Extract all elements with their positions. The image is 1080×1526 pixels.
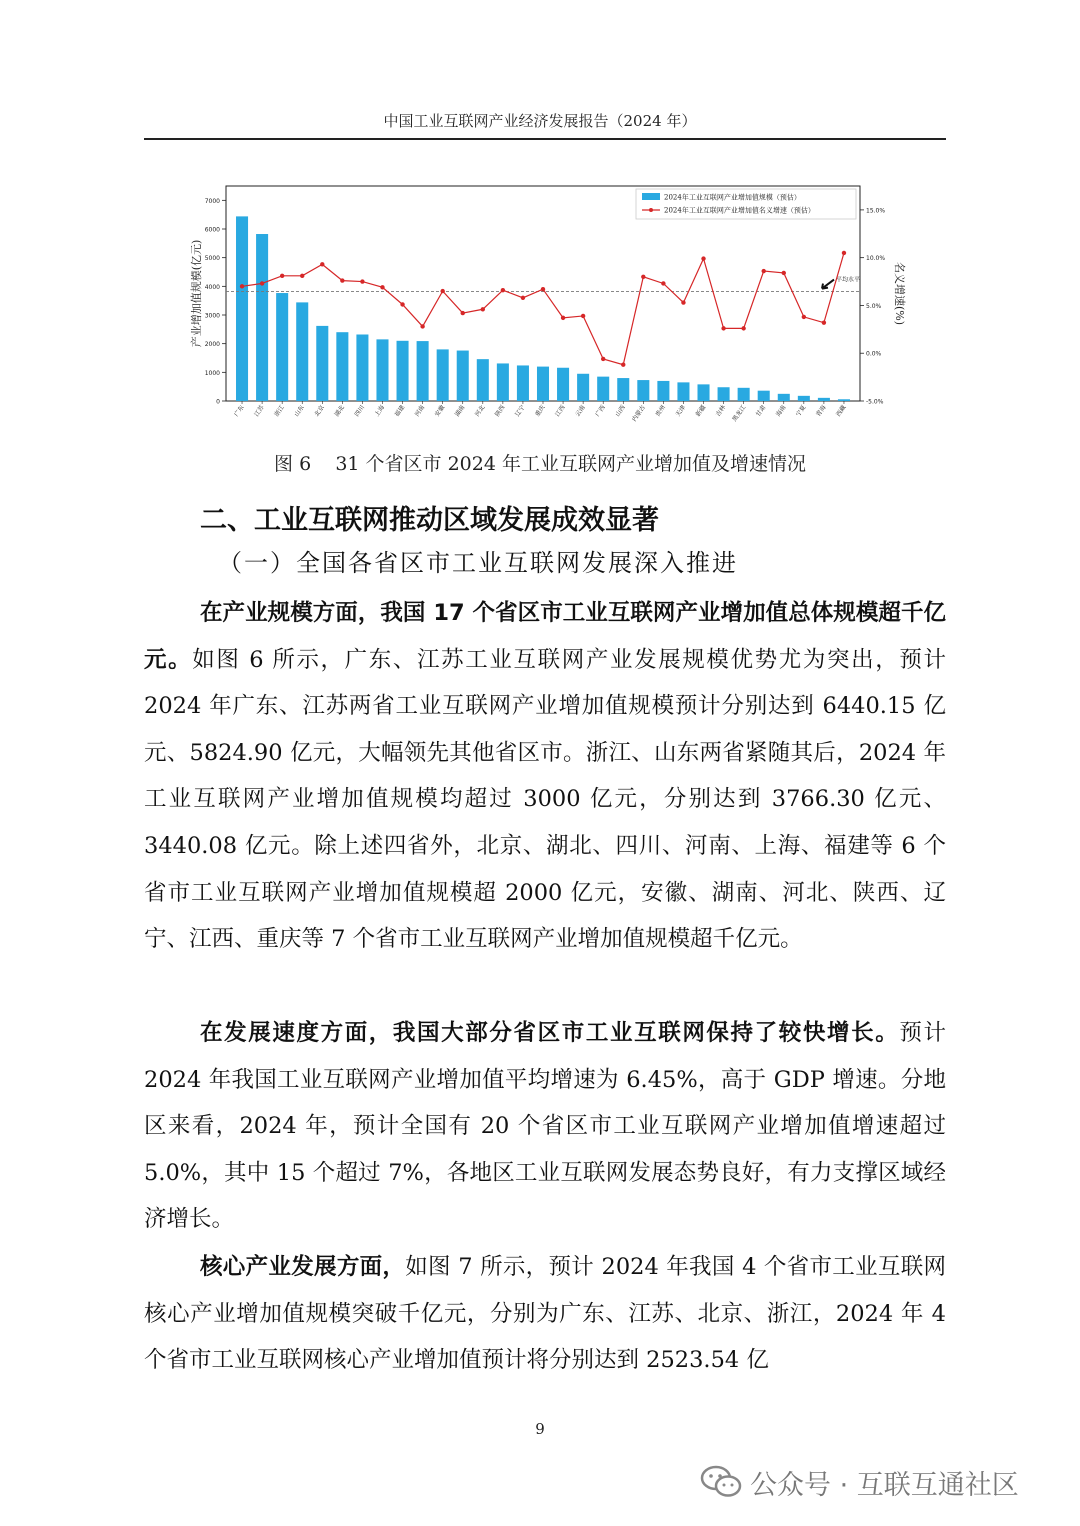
paragraph-scale <box>144 590 946 963</box>
x-tick-label: 福建 <box>393 404 407 418</box>
growth-point-云南 <box>581 314 585 318</box>
left-tick-label: 1000 <box>204 369 220 377</box>
header-divider <box>144 138 946 140</box>
legend-bar-label: 2024年工业互联网产业增加值规模（预估） <box>664 193 801 202</box>
x-tick-label: 西藏 <box>834 404 848 418</box>
bar-西藏 <box>838 399 850 401</box>
bar-天津 <box>677 382 689 401</box>
bar-河南 <box>417 341 429 401</box>
growth-point-新疆 <box>701 256 705 260</box>
bar-海南 <box>778 394 790 401</box>
x-tick-label: 河南 <box>413 404 427 418</box>
right-axis-title: 名义增速(%) <box>893 261 906 326</box>
bar-内蒙古 <box>637 380 649 401</box>
bar-陕西 <box>497 363 509 401</box>
growth-point-黑龙江 <box>741 326 745 330</box>
left-axis-title: 产业增加值规模(亿元) <box>190 239 203 348</box>
growth-point-江苏 <box>260 281 264 285</box>
x-tick-label: 重庆 <box>534 404 547 418</box>
right-tick-label: 15.0% <box>866 207 886 215</box>
growth-point-上海 <box>380 285 384 289</box>
wechat-watermark <box>700 1462 1019 1502</box>
x-tick-label: 河北 <box>473 404 487 418</box>
figure-caption: 图 6 31 个省区市 2024 年工业互联网产业增加值及增速情况 <box>274 453 806 475</box>
growth-point-河北 <box>481 307 485 311</box>
bar-江苏 <box>256 234 268 401</box>
legend-bar-swatch <box>642 193 660 200</box>
bar-湖北 <box>336 332 348 401</box>
x-tick-label: 内蒙古 <box>630 404 647 423</box>
growth-point-湖北 <box>340 278 344 282</box>
growth-point-安徽 <box>440 289 444 293</box>
x-tick-label: 天津 <box>674 404 688 418</box>
x-tick-label: 湖北 <box>333 404 346 418</box>
average-line-label: 平均水平 <box>836 276 861 284</box>
bar-贵州 <box>657 381 669 401</box>
bar-福建 <box>397 341 409 401</box>
bar-山西 <box>617 378 629 401</box>
report-header-title: 中国工业互联网产业经济发展报告（2024 年） <box>383 112 697 130</box>
growth-point-甘肃 <box>762 269 766 273</box>
growth-point-北京 <box>320 262 324 266</box>
bar-黑龙江 <box>738 388 750 401</box>
x-tick-label: 安徽 <box>433 404 447 418</box>
bar-宁夏 <box>798 396 810 401</box>
wechat-icon <box>700 1464 742 1500</box>
x-tick-label: 广西 <box>594 404 607 418</box>
x-tick-label: 黑龙江 <box>731 404 748 423</box>
bar-浙江 <box>276 293 288 401</box>
x-tick-label: 辽宁 <box>513 404 527 418</box>
paragraph-lead: 在发展速度方面，我国大部分省区市工业互联网保持了较快增长。 <box>200 1020 900 1046</box>
x-tick-label: 广东 <box>233 404 246 418</box>
x-tick-label: 贵州 <box>654 404 668 418</box>
bar-江西 <box>557 368 569 401</box>
x-tick-label: 上海 <box>373 404 387 418</box>
growth-point-青海 <box>822 320 826 324</box>
x-tick-label: 宁夏 <box>794 404 808 418</box>
bar-河北 <box>477 359 489 401</box>
legend-line-label: 2024年工业互联网产业增加值名义增速（预估） <box>664 206 815 215</box>
growth-point-湖南 <box>461 311 465 315</box>
right-tick-label: 0.0% <box>866 350 882 358</box>
growth-point-四川 <box>360 279 364 283</box>
growth-point-山东 <box>300 274 304 278</box>
growth-point-河南 <box>420 324 424 328</box>
x-tick-label: 新疆 <box>694 404 708 418</box>
x-tick-label: 江苏 <box>253 404 266 418</box>
x-tick-label: 青海 <box>814 404 828 418</box>
legend-line-marker <box>649 208 653 212</box>
x-tick-label: 甘肃 <box>754 404 768 418</box>
bar-四川 <box>356 334 368 401</box>
right-tick-label: 5.0% <box>866 302 882 310</box>
growth-point-山西 <box>621 362 625 366</box>
bar-广西 <box>597 377 609 401</box>
x-tick-label: 山东 <box>293 404 306 418</box>
left-tick-label: 5000 <box>204 255 220 263</box>
x-tick-label: 山西 <box>614 404 627 418</box>
paragraph-core <box>144 1244 946 1384</box>
growth-point-西藏 <box>842 251 846 255</box>
paragraph-speed <box>144 1010 946 1243</box>
growth-point-江西 <box>561 316 565 320</box>
x-tick-label: 江西 <box>554 404 567 418</box>
bar-广东 <box>236 216 248 401</box>
growth-point-吉林 <box>721 326 725 330</box>
growth-chart <box>186 182 906 430</box>
growth-point-海南 <box>782 271 786 275</box>
left-tick-label: 6000 <box>204 226 220 234</box>
bar-北京 <box>316 326 328 401</box>
bar-安徽 <box>437 349 449 401</box>
bar-青海 <box>818 398 830 401</box>
subsection-heading: （一）全国各省区市工业互联网发展深入推进 <box>218 549 738 577</box>
growth-point-宁夏 <box>802 315 806 319</box>
growth-point-陕西 <box>501 288 505 292</box>
bar-甘肃 <box>758 391 770 401</box>
bar-上海 <box>376 339 388 401</box>
bar-吉林 <box>718 387 730 401</box>
paragraph-body: 如图 6 所示，广东、江苏工业互联网产业发展规模优势尤为突出，预计 2024 年广东、江苏两省工业互联网产业增加值规模预计分别达到 6440.15 亿元、5824.90 亿元，大幅领先其他省区市。浙江、山东两省紧随其后，2024 年工业互联网产业增加值规模均超过 3000 亿元，分别达到 3766.30 亿元、3440.08 亿元。除上述四省外，北京、湖北、四川、河南、上海、福建等 6 个省市工业互联网产业增加值规模超 2000 亿元，安徽、湖南、河北、陕西、辽宁、江西、重庆等 7 个省市工业互联网产业增加值规模超千亿元。 <box>144 646 946 953</box>
section-heading: 二、工业互联网推动区域发展成效显著 <box>200 505 659 536</box>
bar-山东 <box>296 302 308 401</box>
bar-云南 <box>577 374 589 401</box>
paragraph-lead: 在产业规模方面，我国 17 个省区市工业互联网产业增加值总体规模超千亿元。 <box>144 600 946 673</box>
growth-point-浙江 <box>280 274 284 278</box>
growth-point-内蒙古 <box>641 275 645 279</box>
growth-point-福建 <box>400 302 404 306</box>
right-tick-label: -5.0% <box>866 398 884 406</box>
x-tick-label: 四川 <box>353 404 367 418</box>
page-number: 9 <box>535 1420 545 1438</box>
growth-point-广东 <box>240 284 244 288</box>
x-tick-label: 北京 <box>313 404 326 418</box>
growth-point-辽宁 <box>521 296 525 300</box>
paragraph-body: 预计 2024 年我国工业互联网产业增加值平均增速为 6.45%，高于 GDP 增速。分地区来看，2024 年，预计全国有 20 个省区市工业互联网产业增加值增速超过 5.0%，其中 15 个超过 7%，各地区工业互联网发展态势良好，有力支撑区域经济增长。 <box>144 1020 946 1233</box>
bar-辽宁 <box>517 365 529 401</box>
left-tick-label: 7000 <box>204 197 220 205</box>
bar-湖南 <box>457 351 469 401</box>
x-tick-label: 湖南 <box>453 404 467 418</box>
bar-重庆 <box>537 367 549 401</box>
left-tick-label: 2000 <box>204 341 220 349</box>
watermark-text: 公众号 · 互联互通社区 <box>750 1469 1019 1501</box>
x-tick-label: 浙江 <box>273 404 286 418</box>
x-tick-label: 吉林 <box>714 404 728 418</box>
left-tick-label: 0 <box>216 398 220 406</box>
left-tick-label: 3000 <box>204 312 220 320</box>
growth-point-重庆 <box>541 287 545 291</box>
x-tick-label: 云南 <box>574 404 587 418</box>
bar-新疆 <box>697 384 709 401</box>
x-tick-label: 陕西 <box>493 404 507 418</box>
paragraph-body: 如图 7 所示，预计 2024 年我国 4 个省市工业互联网核心产业增加值规模突破千亿元，分别为广东、江苏、北京、浙江，2024 年 4 个省市工业互联网核心产业增加值预计将分别达到 2523.54 亿 <box>144 1254 946 1374</box>
right-tick-label: 10.0% <box>866 255 886 263</box>
x-tick-label: 海南 <box>774 404 788 418</box>
left-tick-label: 4000 <box>204 283 220 291</box>
growth-point-广西 <box>601 357 605 361</box>
paragraph-lead: 核心产业发展方面， <box>200 1254 406 1280</box>
growth-point-天津 <box>681 300 685 304</box>
growth-point-贵州 <box>661 281 665 285</box>
